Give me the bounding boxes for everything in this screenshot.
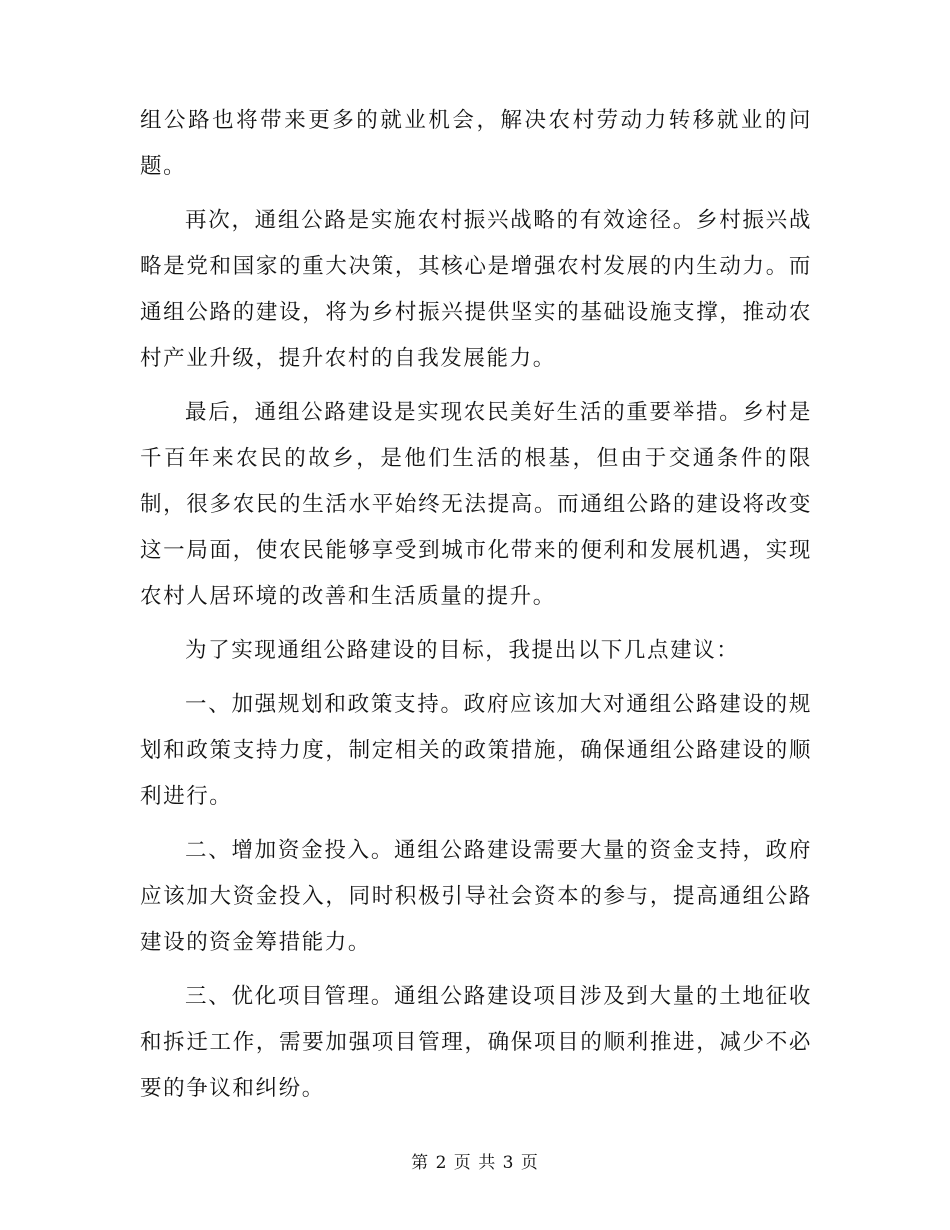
- page-number-footer: 第 2 页 共 3 页: [411, 1153, 539, 1173]
- paragraph-7: 三、优化项目管理。通组公路建设项目涉及到大量的土地征收和拆迁工作，需要加强项目管理，确保项目的顺利推进，减少不必要的争议和纠纷。: [140, 984, 812, 1101]
- paragraph-3: 最后，通组公路建设是实现农民美好生活的重要举措。乡村是千百年来农民的故乡，是他们生活的根基，但由于交通条件的限制，很多农民的生活水平始终无法提高。而通组公路的建设将改变这一局面，使农民能够享受到城市化带来的便利和发展机遇，实现农村人居环境的改善和生活质量的提升。: [140, 400, 812, 609]
- paragraph-6: 二、增加资金投入。通组公路建设需要大量的资金支持，政府应该加大资金投入，同时积极引导社会资本的参与，提高通组公路建设的资金筹措能力。: [140, 838, 812, 955]
- paragraph-2: 再次，通组公路是实施农村振兴战略的有效途径。乡村振兴战略是党和国家的重大决策，其核心是增强农村发展的内生动力。而通组公路的建设，将为乡村振兴提供坚实的基础设施支撑，推动农村产业升级，提升农村的自我发展能力。: [140, 208, 812, 371]
- paragraph-1: 组公路也将带来更多的就业机会，解决农村劳动力转移就业的问题。: [140, 108, 812, 179]
- paragraph-4: 为了实现通组公路建设的目标，我提出以下几点建议：: [185, 638, 740, 663]
- document-body: [140, 98, 812, 1120]
- paragraph-5: 一、加强规划和政策支持。政府应该加大对通组公路建设的规划和政策支持力度，制定相关的政策措施，确保通组公路建设的顺利进行。: [140, 692, 812, 809]
